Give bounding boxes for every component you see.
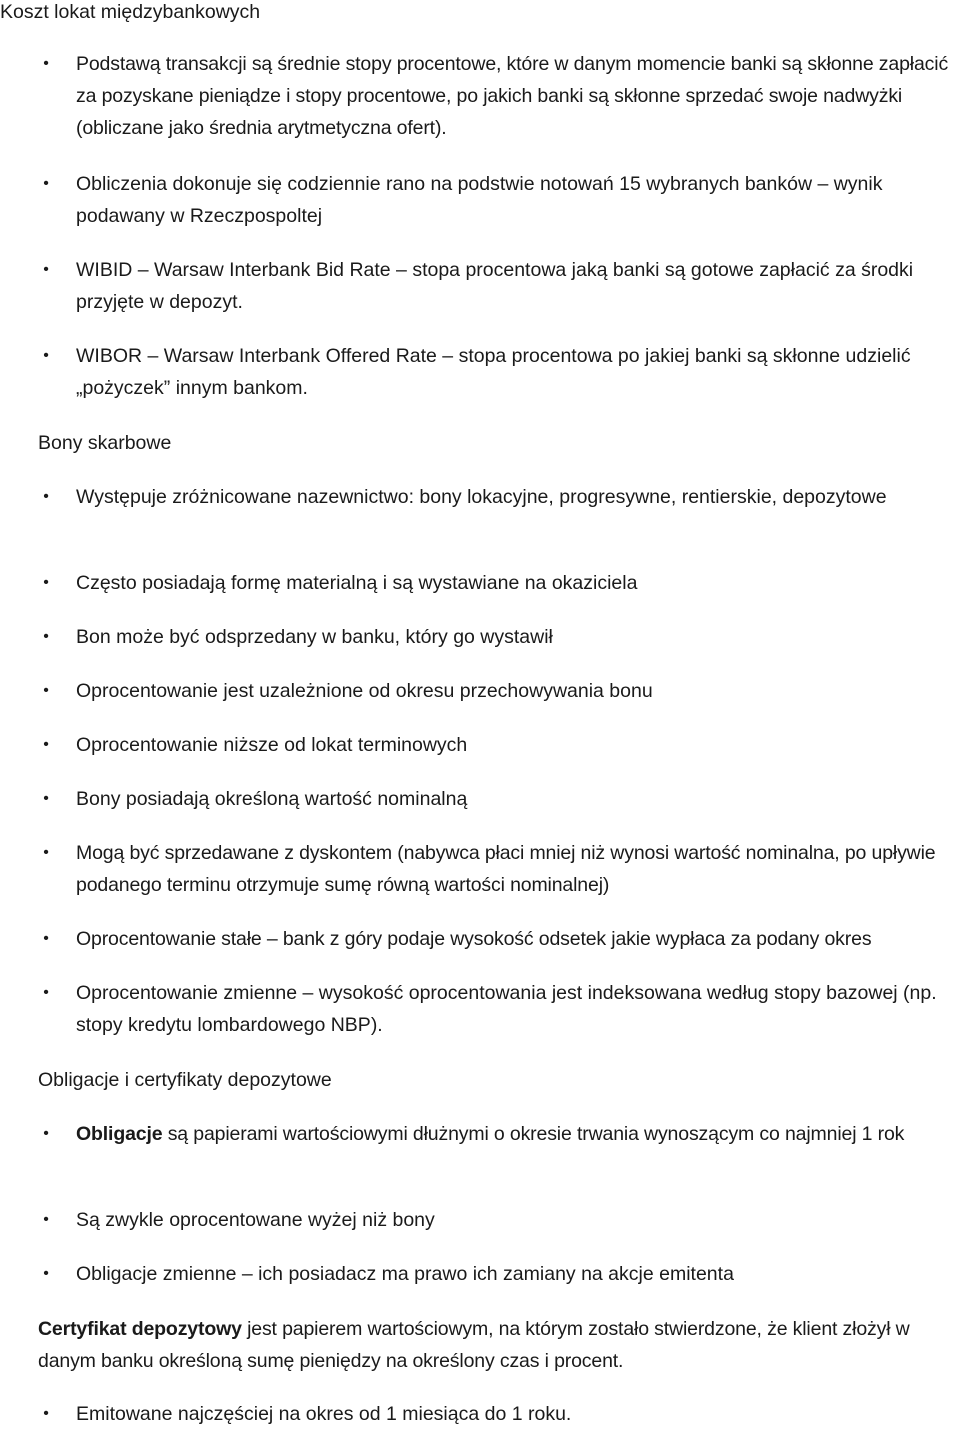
- list-item-text: Występuje zróżnicowane nazewnictwo: bony lokacyjne, progresywne, rentierskie, depozytowe: [76, 486, 887, 508]
- list-item-text: Oprocentowanie niższe od lokat terminowych: [76, 734, 468, 756]
- bullet-icon: •: [43, 1265, 49, 1282]
- list-item-text: Mogą być sprzedawane z dyskontem (nabywca płaci mniej niż wynosi wartość nominalna, po upływie podanego terminu otrzymuje sumę równą wartości nominalnej): [76, 842, 936, 896]
- bullet-icon: •: [43, 1125, 49, 1142]
- list-item-text: Oprocentowanie jest uzależnione od okresu przechowywania bonu: [76, 680, 653, 702]
- list-item-text: WIBOR – Warsaw Interbank Offered Rate – stopa procentowa po jakiej banki są skłonne udzielić „pożyczek” innym bankom.: [76, 345, 911, 399]
- bullet-icon: •: [43, 682, 49, 699]
- list-item-text: Bony posiadają określoną wartość nominalną: [76, 788, 468, 810]
- term-bonds: Obligacje: [76, 1123, 163, 1145]
- list-item-text: Podstawą transakcji są średnie stopy procentowe, które w danym momencie banki są skłonne zapłacić za pozyskane pieniądze i stopy procentowe, po jakich banki są skłonne sprzedać swoje nadwyżki (obliczane jako średnia arytmetyczna ofert).: [76, 53, 949, 139]
- list-item-text: Obligacje zmienne – ich posiadacz ma prawo ich zamiany na akcje emitenta: [76, 1263, 734, 1285]
- bullet-icon: •: [43, 1405, 49, 1422]
- bullet-icon: •: [43, 175, 49, 192]
- bullet-icon: •: [43, 1211, 49, 1228]
- list-item-text: Bon może być odsprzedany w banku, który go wystawił: [76, 626, 553, 648]
- bullet-icon: •: [43, 347, 49, 364]
- bullet-icon: •: [43, 736, 49, 753]
- list-item-text: Często posiadają formę materialną i są wystawiane na okaziciela: [76, 572, 638, 594]
- list-item-text: Emitowane najczęściej na okres od 1 miesiąca do 1 roku.: [76, 1403, 572, 1425]
- bullet-icon: •: [43, 488, 49, 505]
- list-item-text: Obliczenia dokonuje się codziennie rano na podstwie notowań 15 wybranych banków – wynik podawany w Rzeczpospoltej: [76, 173, 883, 227]
- list-item-text: Są zwykle oprocentowane wyżej niż bony: [76, 1209, 435, 1231]
- bullet-icon: •: [43, 790, 49, 807]
- list-item-text: WIBID – Warsaw Interbank Bid Rate – stopa procentowa jaką banki są gotowe zapłacić za środki przyjęte w depozyt.: [76, 259, 914, 313]
- term-certificate: Certyfikat depozytowy: [38, 1318, 242, 1340]
- bullet-icon: •: [43, 984, 49, 1001]
- list-item-text: [76, 1118, 960, 1150]
- certificate-paragraph: [38, 1313, 958, 1377]
- bullet-icon: •: [43, 261, 49, 278]
- section-heading-interbank: Koszt lokat międzybankowych: [0, 1, 261, 23]
- section-heading-treasury-bills: Bony skarbowe: [38, 432, 172, 454]
- section-heading-bonds-certificates: Obligacje i certyfikaty depozytowe: [38, 1069, 332, 1091]
- list-item-text: Oprocentowanie zmienne – wysokość oprocentowania jest indeksowana według stopy bazowej (np. stopy kredytu lombardowego NBP).: [76, 982, 937, 1036]
- bullet-icon: •: [43, 628, 49, 645]
- bullet-icon: •: [43, 930, 49, 947]
- bullet-icon: •: [43, 844, 49, 861]
- list-item-text: Oprocentowanie stałe – bank z góry podaje wysokość odsetek jakie wypłaca za podany okres: [76, 928, 872, 950]
- bullet-icon: •: [43, 574, 49, 591]
- bullet-icon: •: [43, 55, 49, 72]
- term-certificate-definition: jest papierem wartościowym, na którym zostało stwierdzone, że klient złożył w danym banku określoną sumę pieniędzy na określony czas i procent.: [38, 1318, 910, 1372]
- term-bonds-definition: są papierami wartościowymi dłużnymi o okresie trwania wynoszącym co najmniej 1 rok: [162, 1123, 905, 1145]
